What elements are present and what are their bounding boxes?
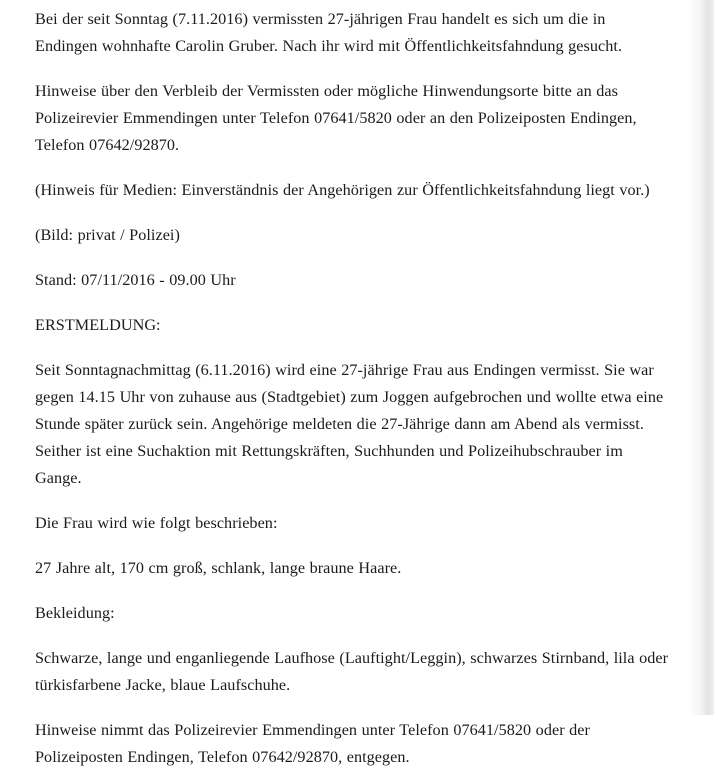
paragraph-media-note: (Hinweis für Medien: Einverständnis der Angehörigen zur Öffentlichkeitsfahndung liegt vor.)	[35, 181, 650, 199]
paragraph-initial-report-body: Seit Sonntagnachmittag (6.11.2016) wird eine 27-jährige Frau aus Endingen vermisst. Sie war gegen 14.15 Uhr von zuhause aus (Stadtgebiet) zum Joggen aufgebrochen und wollte etwa eine Stunde später zurück sein. Angehörige meldeten die 27-Jährige dann am Abend als vermisst. Seither ist eine Suchaktion mit Rettungskräften, Suchhunden und Polizeihubschrauber im Gange.	[35, 361, 664, 487]
heading-initial-report: ERSTMELDUNG:	[35, 316, 161, 334]
paragraph-contact-info-bottom: Hinweise nimmt das Polizeirevier Emmendingen unter Telefon 07641/5820 oder der Polizeiposten Endingen, Telefon 07642/92870, entgegen.	[35, 721, 590, 766]
paragraph-contact-info-top: Hinweise über den Verbleib der Vermissten oder mögliche Hinwendungsorte bitte an das Polizeirevier Emmendingen unter Telefon 07641/5820 oder an den Polizeiposten Endingen, Telefon 07642/92870.	[35, 82, 637, 154]
paragraph-physical-description: 27 Jahre alt, 170 cm groß, schlank, lange braune Haare.	[35, 559, 402, 577]
paragraph-clothing-description: Schwarze, lange und enganliegende Laufhose (Lauftight/Leggin), schwarzes Stirnband, lila oder türkisfarbene Jacke, blaue Laufschuhe.	[35, 649, 669, 694]
paragraph-description-intro: Die Frau wird wie folgt beschrieben:	[35, 514, 278, 532]
paragraph-update-identity: Bei der seit Sonntag (7.11.2016) vermissten 27-jährigen Frau handelt es sich um die in Endingen wohnhafte Carolin Gruber. Nach ihr wird mit Öffentlichkeitsfahndung gesucht.	[35, 10, 623, 55]
heading-clothing: Bekleidung:	[35, 604, 115, 622]
paragraph-image-credit: (Bild: privat / Polizei)	[35, 226, 180, 244]
page-edge-shadow	[688, 0, 714, 715]
paragraph-timestamp: Stand: 07/11/2016 - 09.00 Uhr	[35, 271, 236, 289]
